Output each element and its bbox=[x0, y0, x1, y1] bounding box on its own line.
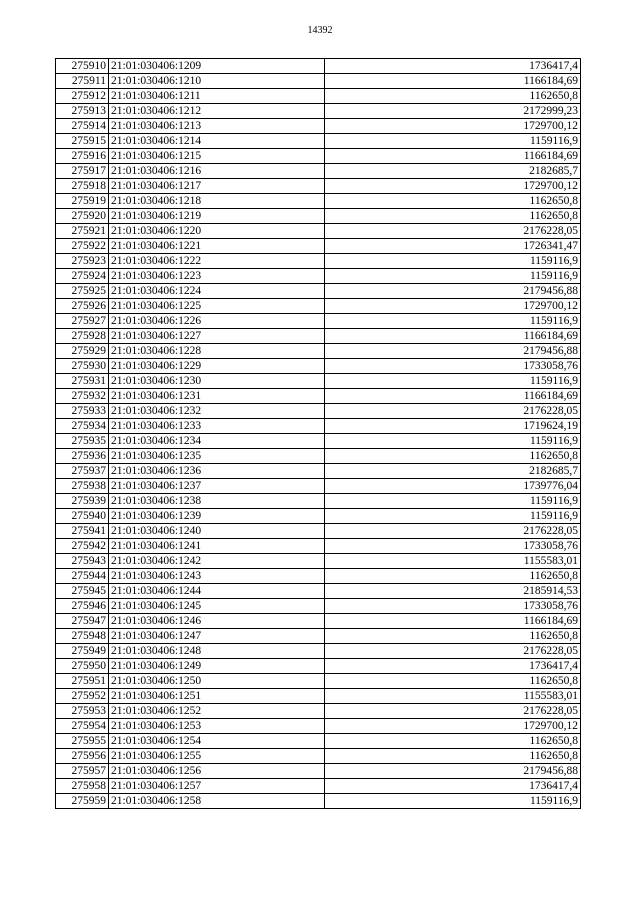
cadastral-value-cell: 2176228,05 bbox=[325, 224, 581, 239]
cadastral-number-cell: 21:01:030406:1251 bbox=[109, 689, 325, 704]
table-row bbox=[56, 74, 581, 89]
cadastral-number-cell: 21:01:030406:1215 bbox=[109, 149, 325, 164]
cadastral-number-cell: 21:01:030406:1245 bbox=[109, 599, 325, 614]
row-number-cell: 275937 bbox=[56, 464, 109, 479]
table-row bbox=[56, 89, 581, 104]
cadastral-value-cell: 1159116,9 bbox=[325, 794, 581, 809]
row-number-cell: 275951 bbox=[56, 674, 109, 689]
cadastral-value-cell: 1166184,69 bbox=[325, 329, 581, 344]
table-row bbox=[56, 329, 581, 344]
table-row bbox=[56, 644, 581, 659]
cadastral-value-cell: 1162650,8 bbox=[325, 89, 581, 104]
row-number-cell: 275959 bbox=[56, 794, 109, 809]
cadastral-number-cell: 21:01:030406:1234 bbox=[109, 434, 325, 449]
table-row bbox=[56, 239, 581, 254]
row-number-cell: 275911 bbox=[56, 74, 109, 89]
cadastral-number-cell: 21:01:030406:1222 bbox=[109, 254, 325, 269]
table-row bbox=[56, 359, 581, 374]
table-row bbox=[56, 779, 581, 794]
cadastral-number-cell: 21:01:030406:1249 bbox=[109, 659, 325, 674]
row-number-cell: 275953 bbox=[56, 704, 109, 719]
row-number-cell: 275916 bbox=[56, 149, 109, 164]
table-row bbox=[56, 494, 581, 509]
row-number-cell: 275940 bbox=[56, 509, 109, 524]
cadastral-number-cell: 21:01:030406:1244 bbox=[109, 584, 325, 599]
table-row bbox=[56, 314, 581, 329]
table-row bbox=[56, 104, 581, 119]
row-number-cell: 275949 bbox=[56, 644, 109, 659]
cadastral-value-cell: 1733058,76 bbox=[325, 599, 581, 614]
cadastral-value-cell: 1159116,9 bbox=[325, 494, 581, 509]
row-number-cell: 275926 bbox=[56, 299, 109, 314]
table-row bbox=[56, 164, 581, 179]
row-number-cell: 275952 bbox=[56, 689, 109, 704]
cadastral-value-cell: 1729700,12 bbox=[325, 119, 581, 134]
table-row bbox=[56, 794, 581, 809]
cadastral-number-cell: 21:01:030406:1220 bbox=[109, 224, 325, 239]
row-number-cell: 275958 bbox=[56, 779, 109, 794]
table-row bbox=[56, 434, 581, 449]
cadastral-value-cell: 1162650,8 bbox=[325, 749, 581, 764]
cadastral-number-cell: 21:01:030406:1225 bbox=[109, 299, 325, 314]
row-number-cell: 275931 bbox=[56, 374, 109, 389]
row-number-cell: 275943 bbox=[56, 554, 109, 569]
cadastral-value-cell: 2176228,05 bbox=[325, 644, 581, 659]
cadastral-number-cell: 21:01:030406:1216 bbox=[109, 164, 325, 179]
row-number-cell: 275930 bbox=[56, 359, 109, 374]
row-number-cell: 275917 bbox=[56, 164, 109, 179]
table-row bbox=[56, 224, 581, 239]
cadastral-value-cell: 1733058,76 bbox=[325, 539, 581, 554]
table-row bbox=[56, 764, 581, 779]
cadastral-number-cell: 21:01:030406:1235 bbox=[109, 449, 325, 464]
row-number-cell: 275947 bbox=[56, 614, 109, 629]
cadastral-value-cell: 1155583,01 bbox=[325, 554, 581, 569]
row-number-cell: 275935 bbox=[56, 434, 109, 449]
row-number-cell: 275913 bbox=[56, 104, 109, 119]
table-row bbox=[56, 419, 581, 434]
cadastral-number-cell: 21:01:030406:1237 bbox=[109, 479, 325, 494]
table-row bbox=[56, 749, 581, 764]
table-row bbox=[56, 389, 581, 404]
cadastral-number-cell: 21:01:030406:1210 bbox=[109, 74, 325, 89]
row-number-cell: 275920 bbox=[56, 209, 109, 224]
table-row bbox=[56, 119, 581, 134]
row-number-cell: 275939 bbox=[56, 494, 109, 509]
cadastral-value-cell: 2182685,7 bbox=[325, 464, 581, 479]
cadastral-number-cell: 21:01:030406:1241 bbox=[109, 539, 325, 554]
cadastral-value-cell: 1162650,8 bbox=[325, 209, 581, 224]
row-number-cell: 275928 bbox=[56, 329, 109, 344]
table-row bbox=[56, 374, 581, 389]
cadastral-number-cell: 21:01:030406:1219 bbox=[109, 209, 325, 224]
cadastral-number-cell: 21:01:030406:1218 bbox=[109, 194, 325, 209]
row-number-cell: 275922 bbox=[56, 239, 109, 254]
table-row bbox=[56, 344, 581, 359]
cadastral-value-cell: 1736417,4 bbox=[325, 59, 581, 74]
table-row bbox=[56, 299, 581, 314]
table-row bbox=[56, 554, 581, 569]
table-row bbox=[56, 734, 581, 749]
cadastral-number-cell: 21:01:030406:1232 bbox=[109, 404, 325, 419]
cadastral-value-cell: 2176228,05 bbox=[325, 704, 581, 719]
row-number-cell: 275925 bbox=[56, 284, 109, 299]
cadastral-value-cell: 1166184,69 bbox=[325, 614, 581, 629]
row-number-cell: 275946 bbox=[56, 599, 109, 614]
cadastral-value-cell: 1162650,8 bbox=[325, 194, 581, 209]
table-row bbox=[56, 509, 581, 524]
page-number: 14392 bbox=[307, 25, 333, 36]
row-number-cell: 275957 bbox=[56, 764, 109, 779]
cadastral-value-cell: 1166184,69 bbox=[325, 74, 581, 89]
cadastral-value-cell: 1159116,9 bbox=[325, 374, 581, 389]
cadastral-number-cell: 21:01:030406:1228 bbox=[109, 344, 325, 359]
row-number-cell: 275936 bbox=[56, 449, 109, 464]
row-number-cell: 275934 bbox=[56, 419, 109, 434]
row-number-cell: 275954 bbox=[56, 719, 109, 734]
cadastral-number-cell: 21:01:030406:1227 bbox=[109, 329, 325, 344]
row-number-cell: 275941 bbox=[56, 524, 109, 539]
table-row bbox=[56, 689, 581, 704]
table-row bbox=[56, 659, 581, 674]
row-number-cell: 275924 bbox=[56, 269, 109, 284]
cadastral-number-cell: 21:01:030406:1239 bbox=[109, 509, 325, 524]
cadastral-value-cell: 1729700,12 bbox=[325, 179, 581, 194]
cadastral-value-cell: 2182685,7 bbox=[325, 164, 581, 179]
row-number-cell: 275950 bbox=[56, 659, 109, 674]
row-number-cell: 275942 bbox=[56, 539, 109, 554]
cadastral-value-cell: 1736417,4 bbox=[325, 659, 581, 674]
cadastral-value-cell: 1166184,69 bbox=[325, 389, 581, 404]
table-row bbox=[56, 404, 581, 419]
cadastral-value-cell: 1162650,8 bbox=[325, 449, 581, 464]
table-row bbox=[56, 599, 581, 614]
row-number-cell: 275918 bbox=[56, 179, 109, 194]
row-number-cell: 275945 bbox=[56, 584, 109, 599]
cadastral-number-cell: 21:01:030406:1214 bbox=[109, 134, 325, 149]
table-row bbox=[56, 284, 581, 299]
cadastral-value-cell: 1729700,12 bbox=[325, 299, 581, 314]
row-number-cell: 275929 bbox=[56, 344, 109, 359]
row-number-cell: 275932 bbox=[56, 389, 109, 404]
cadastral-number-cell: 21:01:030406:1224 bbox=[109, 284, 325, 299]
table-row bbox=[56, 269, 581, 284]
table-body bbox=[56, 59, 581, 809]
cadastral-number-cell: 21:01:030406:1252 bbox=[109, 704, 325, 719]
cadastral-number-cell: 21:01:030406:1246 bbox=[109, 614, 325, 629]
table-row bbox=[56, 209, 581, 224]
table-row bbox=[56, 584, 581, 599]
row-number-cell: 275938 bbox=[56, 479, 109, 494]
cadastral-value-cell: 1159116,9 bbox=[325, 434, 581, 449]
row-number-cell: 275944 bbox=[56, 569, 109, 584]
cadastral-value-cell: 1159116,9 bbox=[325, 269, 581, 284]
cadastral-value-cell: 1733058,76 bbox=[325, 359, 581, 374]
cadastral-value-cell: 2179456,88 bbox=[325, 344, 581, 359]
cadastral-number-cell: 21:01:030406:1243 bbox=[109, 569, 325, 584]
cadastral-number-cell: 21:01:030406:1253 bbox=[109, 719, 325, 734]
cadastral-number-cell: 21:01:030406:1223 bbox=[109, 269, 325, 284]
cadastral-number-cell: 21:01:030406:1212 bbox=[109, 104, 325, 119]
row-number-cell: 275919 bbox=[56, 194, 109, 209]
cadastral-number-cell: 21:01:030406:1255 bbox=[109, 749, 325, 764]
cadastral-number-cell: 21:01:030406:1236 bbox=[109, 464, 325, 479]
cadastral-number-cell: 21:01:030406:1230 bbox=[109, 374, 325, 389]
cadastral-number-cell: 21:01:030406:1213 bbox=[109, 119, 325, 134]
cadastral-number-cell: 21:01:030406:1256 bbox=[109, 764, 325, 779]
cadastral-number-cell: 21:01:030406:1229 bbox=[109, 359, 325, 374]
cadastral-number-cell: 21:01:030406:1209 bbox=[109, 59, 325, 74]
cadastral-number-cell: 21:01:030406:1248 bbox=[109, 644, 325, 659]
cadastral-value-cell: 1162650,8 bbox=[325, 569, 581, 584]
table-row bbox=[56, 254, 581, 269]
cadastral-value-cell: 1166184,69 bbox=[325, 149, 581, 164]
table-row bbox=[56, 59, 581, 74]
cadastral-value-cell: 1162650,8 bbox=[325, 734, 581, 749]
cadastral-number-cell: 21:01:030406:1231 bbox=[109, 389, 325, 404]
cadastral-value-cell: 2176228,05 bbox=[325, 404, 581, 419]
table-row bbox=[56, 134, 581, 149]
table-row bbox=[56, 704, 581, 719]
cadastral-value-cell: 1726341,47 bbox=[325, 239, 581, 254]
table-row bbox=[56, 614, 581, 629]
table-row bbox=[56, 719, 581, 734]
cadastral-value-cell: 1159116,9 bbox=[325, 254, 581, 269]
table-row bbox=[56, 149, 581, 164]
cadastral-number-cell: 21:01:030406:1233 bbox=[109, 419, 325, 434]
cadastral-number-cell: 21:01:030406:1250 bbox=[109, 674, 325, 689]
cadastral-number-cell: 21:01:030406:1217 bbox=[109, 179, 325, 194]
row-number-cell: 275927 bbox=[56, 314, 109, 329]
cadastral-value-cell: 1739776,04 bbox=[325, 479, 581, 494]
table-row bbox=[56, 674, 581, 689]
table-row bbox=[56, 464, 581, 479]
cadastral-value-cell: 2185914,53 bbox=[325, 584, 581, 599]
table-row bbox=[56, 479, 581, 494]
cadastral-value-cell: 1159116,9 bbox=[325, 134, 581, 149]
cadastral-number-cell: 21:01:030406:1247 bbox=[109, 629, 325, 644]
cadastral-value-cell: 2172999,23 bbox=[325, 104, 581, 119]
cadastral-number-cell: 21:01:030406:1258 bbox=[109, 794, 325, 809]
row-number-cell: 275923 bbox=[56, 254, 109, 269]
row-number-cell: 275948 bbox=[56, 629, 109, 644]
cadastral-value-cell: 1729700,12 bbox=[325, 719, 581, 734]
row-number-cell: 275956 bbox=[56, 749, 109, 764]
table-row bbox=[56, 179, 581, 194]
row-number-cell: 275955 bbox=[56, 734, 109, 749]
cadastral-number-cell: 21:01:030406:1226 bbox=[109, 314, 325, 329]
cadastral-number-cell: 21:01:030406:1221 bbox=[109, 239, 325, 254]
table-row bbox=[56, 539, 581, 554]
cadastral-value-cell: 1159116,9 bbox=[325, 314, 581, 329]
cadastral-value-cell: 2179456,88 bbox=[325, 764, 581, 779]
cadastral-number-cell: 21:01:030406:1257 bbox=[109, 779, 325, 794]
table-row bbox=[56, 569, 581, 584]
row-number-cell: 275915 bbox=[56, 134, 109, 149]
cadastral-value-cell: 1719624,19 bbox=[325, 419, 581, 434]
row-number-cell: 275933 bbox=[56, 404, 109, 419]
table-row bbox=[56, 449, 581, 464]
cadastral-value-cell: 1162650,8 bbox=[325, 629, 581, 644]
cadastral-value-cell: 2176228,05 bbox=[325, 524, 581, 539]
cadastral-value-cell: 2179456,88 bbox=[325, 284, 581, 299]
cadastral-value-cell: 1155583,01 bbox=[325, 689, 581, 704]
cadastral-value-cell: 1162650,8 bbox=[325, 674, 581, 689]
cadastral-number-cell: 21:01:030406:1254 bbox=[109, 734, 325, 749]
cadastral-value-cell: 1159116,9 bbox=[325, 509, 581, 524]
cadastral-number-cell: 21:01:030406:1238 bbox=[109, 494, 325, 509]
cadastral-number-cell: 21:01:030406:1211 bbox=[109, 89, 325, 104]
table-row bbox=[56, 194, 581, 209]
table-row bbox=[56, 524, 581, 539]
table-row bbox=[56, 629, 581, 644]
cadastral-value-table bbox=[55, 58, 581, 809]
cadastral-number-cell: 21:01:030406:1240 bbox=[109, 524, 325, 539]
cadastral-number-cell: 21:01:030406:1242 bbox=[109, 554, 325, 569]
row-number-cell: 275921 bbox=[56, 224, 109, 239]
row-number-cell: 275912 bbox=[56, 89, 109, 104]
row-number-cell: 275914 bbox=[56, 119, 109, 134]
row-number-cell: 275910 bbox=[56, 59, 109, 74]
cadastral-value-cell: 1736417,4 bbox=[325, 779, 581, 794]
